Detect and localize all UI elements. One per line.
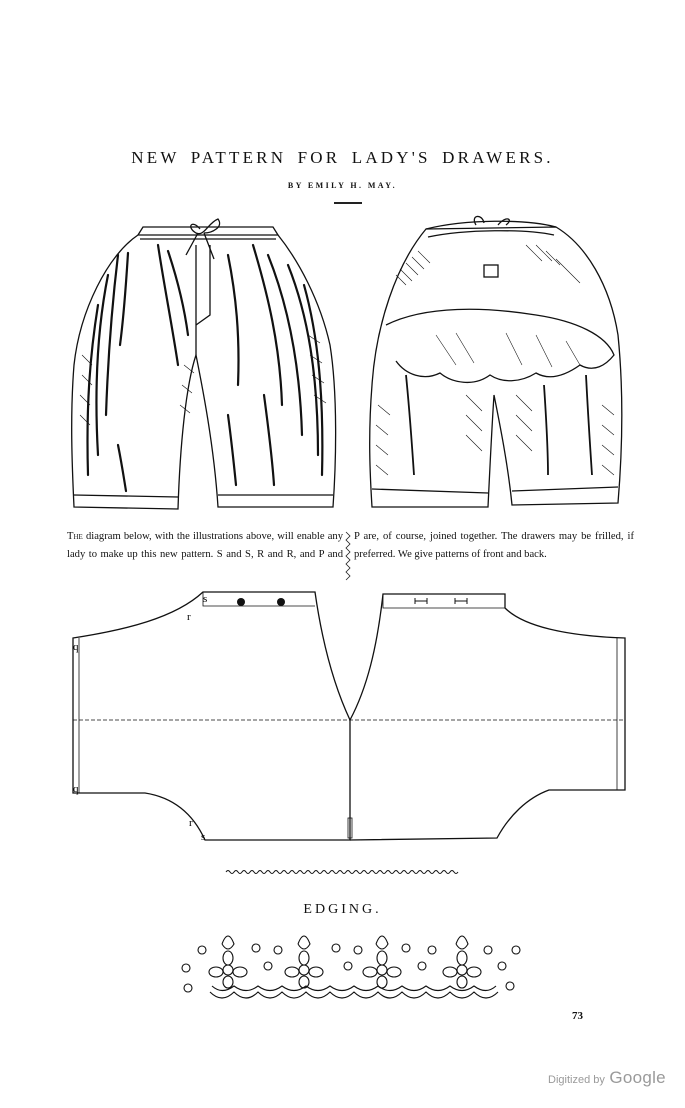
page-number: 73 (572, 1010, 583, 1022)
flower-motif (285, 936, 323, 988)
drawers-front-illustration (68, 215, 340, 515)
article-byline: BY EMILY H. MAY. (287, 181, 398, 190)
watermark-prefix: Digitized by (548, 1074, 605, 1086)
dropcap-word: The (67, 531, 83, 542)
label-q-top: q (73, 641, 79, 653)
label-r-bottom: r (189, 817, 193, 829)
column-brace-divider (344, 530, 353, 582)
flower-motif (209, 936, 247, 988)
button-mark (277, 598, 285, 606)
flower-motif (443, 936, 481, 988)
wavy-divider (226, 868, 458, 876)
body-text-right-column (354, 528, 634, 563)
label-s-top: s (203, 593, 208, 605)
right-column-text: P are, of course, joined together. The drawers may be frilled, if preferred. We give patterns of front and back. (354, 531, 634, 560)
back-pattern-piece (350, 594, 625, 840)
left-column-text: diagram below, with the illustrations above, will enable any lady to make up this new pattern. S and S, R and R, and P and (67, 531, 343, 560)
button-mark (237, 598, 245, 606)
front-pattern-piece (73, 592, 350, 840)
digitized-watermark (548, 1068, 666, 1088)
byline-rule (334, 202, 362, 204)
body-text-left-column (67, 528, 343, 563)
pattern-diagram (65, 588, 630, 848)
label-q-bottom: q (73, 783, 79, 795)
watermark-brand: Google (609, 1068, 666, 1087)
buttonhole-mark (455, 598, 467, 604)
label-s-bottom: s (201, 831, 206, 843)
label-r-top: r (187, 611, 191, 623)
edging-illustration (176, 926, 526, 1006)
edging-title: EDGING. (303, 902, 382, 917)
flower-motif (363, 936, 401, 988)
buttonhole-mark (415, 598, 427, 604)
article-title: NEW PATTERN FOR LADY'S DRAWERS. (131, 148, 554, 167)
drawers-back-illustration (366, 215, 628, 515)
